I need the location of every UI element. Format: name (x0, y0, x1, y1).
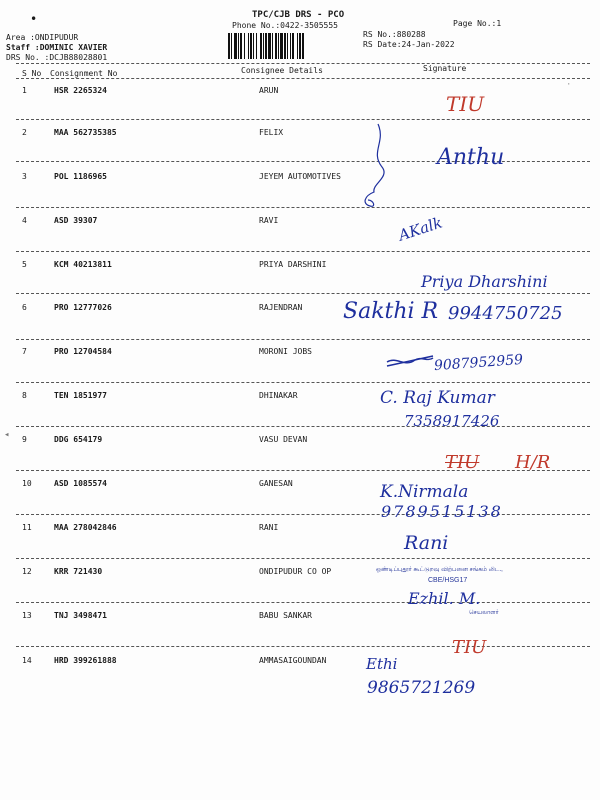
row-consignee: JEYEM AUTOMOTIVES (259, 172, 341, 181)
row-consignment: ASD 1085574 (54, 479, 107, 488)
margin-mark: ◂ (4, 430, 10, 440)
handwritten-r9: H/R (515, 452, 551, 473)
row-consignment: MAA 562735385 (54, 128, 117, 137)
row-sno: 8 (22, 391, 27, 400)
row-divider (16, 207, 590, 208)
table-row (0, 656, 600, 670)
row-consignee: FELIX (259, 128, 284, 137)
row-consignee: VASU DEVAN (259, 435, 308, 444)
rs-number: RS No.:880288 (363, 30, 426, 39)
handwritten-r7-phone: 9087952959 (433, 351, 524, 375)
handwritten-r14-name: Ethi (366, 655, 398, 673)
row-divider (16, 646, 590, 647)
phone-number: Phone No.:0422-3505555 (232, 21, 338, 30)
row-divider (16, 382, 590, 383)
row-sno: 14 (22, 656, 32, 665)
handwritten-r14-red: TIU (452, 637, 487, 658)
handwritten-r10-name: K.Nirmala (380, 482, 469, 502)
divider (16, 63, 590, 64)
handwritten-r8-phone: 7358917426 (404, 412, 500, 430)
row-consignment: ASD 39307 (54, 216, 98, 225)
row-consignee: DHINAKAR (259, 391, 298, 400)
row-sno: 9 (22, 435, 27, 444)
row-sno: 1 (22, 86, 27, 95)
table-row (0, 216, 600, 230)
row-consignment: KRR 721430 (54, 567, 103, 576)
row-consignee: PRIYA DARSHINI (259, 260, 327, 269)
table-row (0, 435, 600, 449)
handwritten-r9-struck: TIU (445, 452, 480, 473)
row-divider (16, 514, 590, 515)
col-header-sno: S No (22, 69, 42, 78)
staff-label: Staff :DOMINIC XAVIER (6, 43, 108, 52)
table-row (0, 567, 600, 581)
row-divider (16, 426, 590, 427)
handwritten-r5: Priya Dharshini (421, 272, 548, 291)
table-row (0, 86, 600, 100)
row-consignment: PRO 12704584 (54, 347, 112, 356)
row-consignment: POL 1186965 (54, 172, 107, 181)
rs-date: RS Date:24-Jan-2022 (363, 40, 455, 49)
stamp-line3: செயலாளர் (469, 610, 499, 616)
handwritten-r14-phone: 9865721269 (367, 678, 476, 698)
col-header-consignee: Consignee Details (241, 66, 323, 75)
row-sno: 13 (22, 611, 32, 620)
handwritten-r2: Anthu (437, 145, 505, 170)
row-consignee: RANI (259, 523, 279, 532)
handwritten-r10-phone: 9789515138 (381, 502, 503, 521)
handwritten-r1: TIU (446, 92, 485, 116)
col-header-consignment: Consignment No (50, 69, 118, 78)
row-consignment: TNJ 3498471 (54, 611, 107, 620)
row-consignee: RAJENDRAN (259, 303, 303, 312)
handwritten-r12-sig: Ezhil. M. (408, 589, 481, 608)
row-divider (16, 119, 590, 120)
handwritten-r4: AKalk (396, 213, 445, 245)
row-consignment: DDG 654179 (54, 435, 103, 444)
row-sno: 3 (22, 172, 27, 181)
row-consignee: GANESAN (259, 479, 293, 488)
row-sno: 10 (22, 479, 32, 488)
row-sno: 11 (22, 523, 32, 532)
handwritten-r11: Rani (404, 532, 449, 554)
row-consignment: KCM 40213811 (54, 260, 112, 269)
table-row (0, 611, 600, 625)
page-number: Page No.:1 (453, 19, 502, 28)
table-row (0, 479, 600, 493)
row-consignee: ARUN (259, 86, 279, 95)
row-sno: 6 (22, 303, 27, 312)
row-consignee: ONDIPUDUR CO OP (259, 567, 332, 576)
row-consignee: RAVI (259, 216, 279, 225)
handwritten-r8-name: C. Raj Kumar (380, 388, 495, 408)
barcode (228, 33, 353, 59)
margin-mark: · (566, 80, 572, 90)
table-row (0, 128, 600, 142)
row-divider (16, 251, 590, 252)
struck-scribble-r7 (385, 352, 435, 372)
handwritten-r6-phone: 9944750725 (448, 303, 563, 324)
row-divider (16, 602, 590, 603)
area-label: Area :ONDIPUDUR (6, 33, 79, 42)
row-sno: 4 (22, 216, 27, 225)
row-consignee: MORONI JOBS (259, 347, 312, 356)
divider (16, 78, 590, 79)
row-consignee: BABU SANKAR (259, 611, 312, 620)
stamp-line2: CBE/HSG17 (428, 577, 468, 584)
row-divider (16, 293, 590, 294)
row-consignment: MAA 278042846 (54, 523, 117, 532)
row-consignee: AMMASAIGOUNDAN (259, 656, 327, 665)
handwritten-r6-name: Sakthi R (343, 299, 439, 324)
signature-scribble-r3 (350, 122, 390, 212)
row-sno: 5 (22, 260, 27, 269)
row-sno: 7 (22, 347, 27, 356)
row-sno: 12 (22, 567, 32, 576)
table-row (0, 391, 600, 405)
row-consignment: PRO 12777026 (54, 303, 112, 312)
table-row (0, 172, 600, 186)
row-divider (16, 339, 590, 340)
row-consignment: HRD 399261888 (54, 656, 117, 665)
col-header-signature: Signature (423, 64, 467, 73)
row-divider (16, 558, 590, 559)
row-consignment: HSR 2265324 (54, 86, 107, 95)
table-row (0, 523, 600, 537)
row-divider (16, 470, 590, 471)
drs-number: DRS No. :DCJB88028801 (6, 53, 108, 62)
page-mark: • (30, 12, 38, 26)
row-sno: 2 (22, 128, 27, 137)
row-consignment: TEN 1851977 (54, 391, 107, 400)
stamp-line1: ஒண்டிப்புதூர் கூட்டுறவு விற்பனை சங்கம் லிட., (376, 567, 503, 573)
sheet-title: TPC/CJB DRS - PCO (252, 10, 345, 20)
